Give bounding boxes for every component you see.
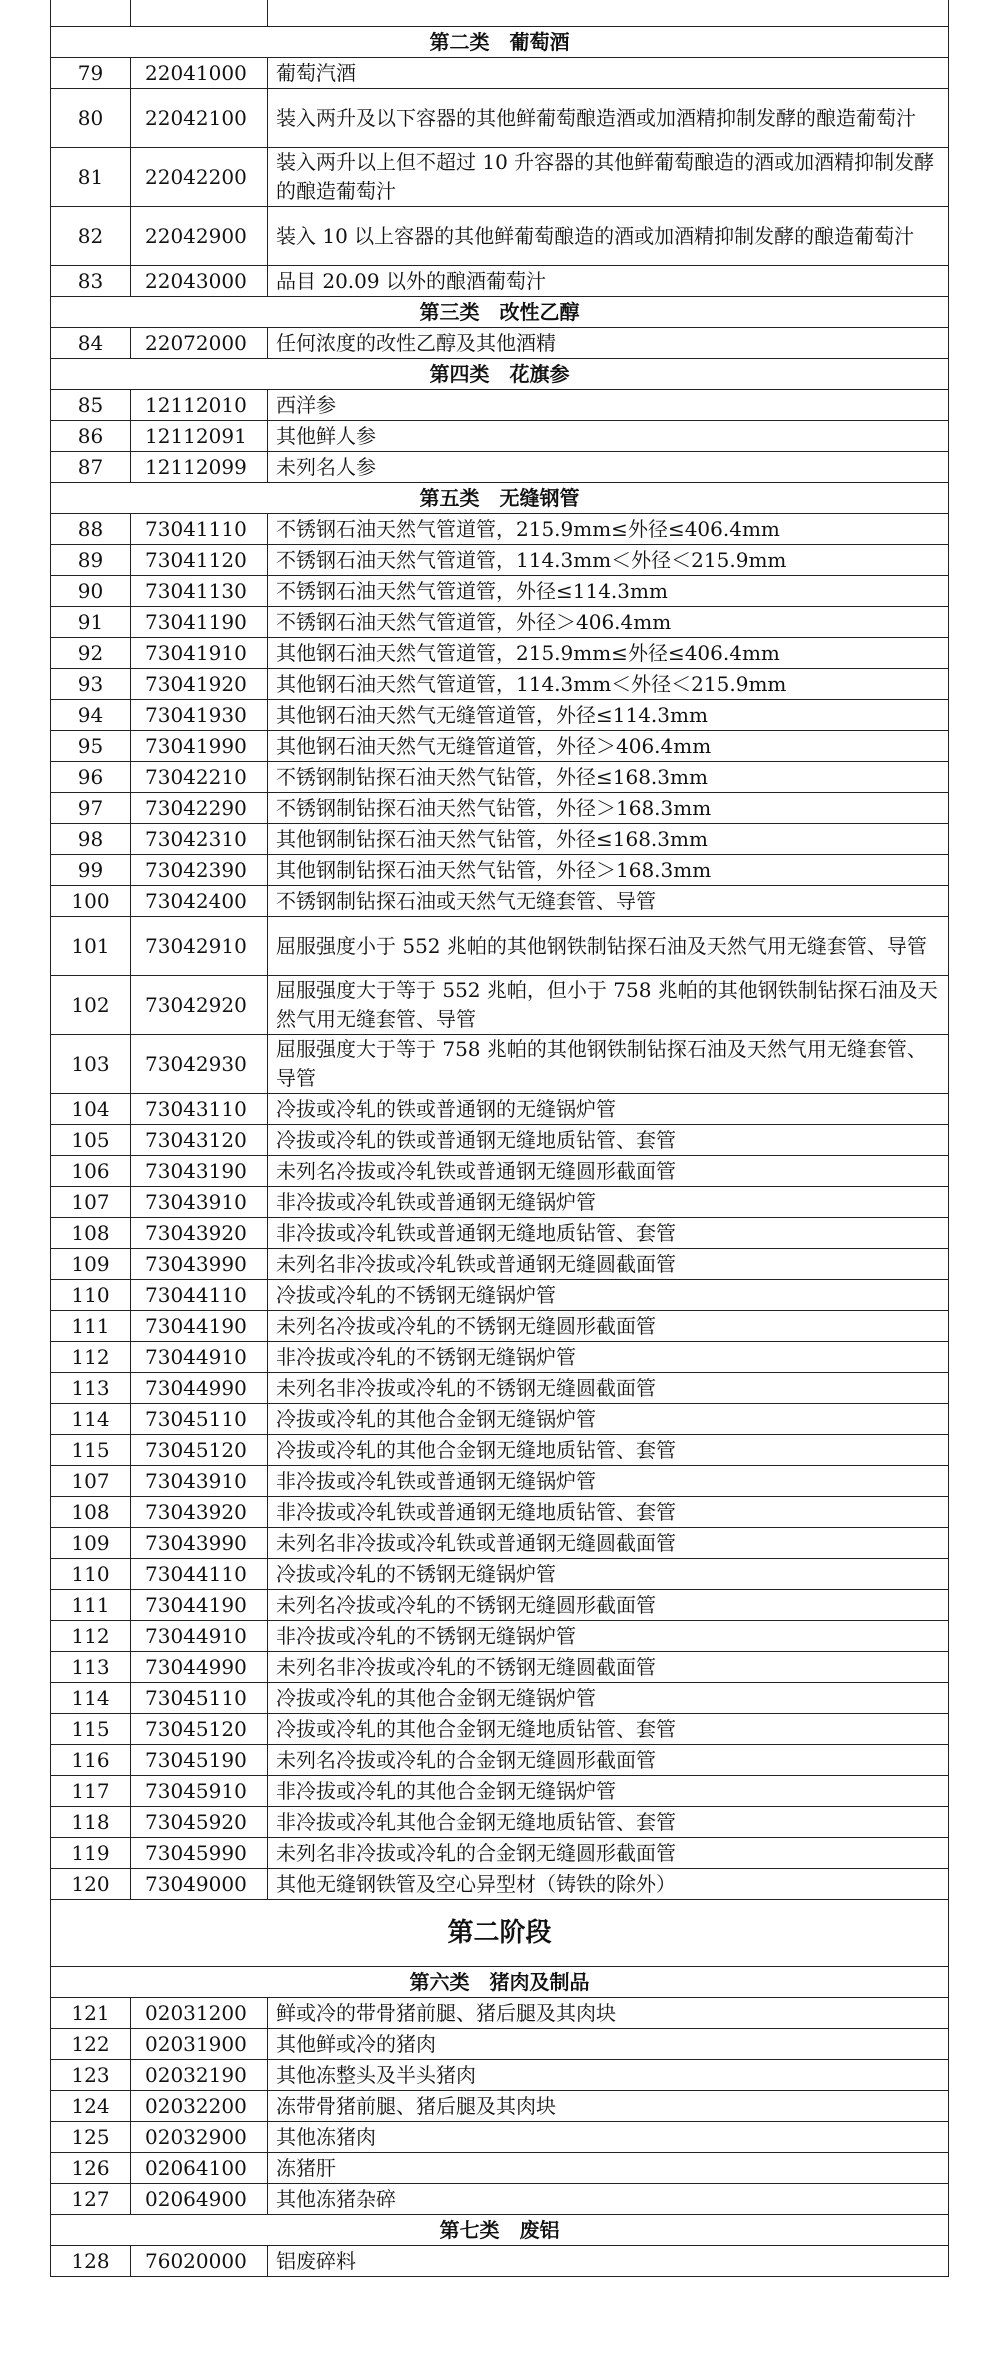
row-number: 110 xyxy=(51,1559,131,1590)
product-description: 未列名非冷拔或冷轧的不锈钢无缝圆截面管 xyxy=(268,1373,949,1404)
row-number: 125 xyxy=(51,2122,131,2153)
product-description: 铝废碎料 xyxy=(268,2246,949,2277)
table-row xyxy=(51,266,949,297)
row-number: 120 xyxy=(51,1869,131,1900)
table-row xyxy=(51,1466,949,1497)
table-row xyxy=(51,2153,949,2184)
row-number: 117 xyxy=(51,1776,131,1807)
table-row xyxy=(51,917,949,976)
product-description: 装入 10 以上容器的其他鲜葡萄酿造的酒或加酒精抑制发酵的酿造葡萄汁 xyxy=(268,207,949,266)
table-row xyxy=(51,89,949,148)
product-description: 冻猪肝 xyxy=(268,2153,949,2184)
table-row xyxy=(51,2246,949,2277)
tariff-table-sheet xyxy=(50,0,948,2277)
hs-code: 02032200 xyxy=(131,2091,268,2122)
stage-heading: 第二阶段 xyxy=(51,1900,949,1967)
hs-code: 22072000 xyxy=(131,328,268,359)
row-number: 92 xyxy=(51,638,131,669)
row-number: 118 xyxy=(51,1807,131,1838)
table-row xyxy=(51,1035,949,1094)
table-row xyxy=(51,2029,949,2060)
row-number: 104 xyxy=(51,1094,131,1125)
hs-code: 73043990 xyxy=(131,1528,268,1559)
row-number: 109 xyxy=(51,1528,131,1559)
table-row xyxy=(51,148,949,207)
hs-code: 22041000 xyxy=(131,58,268,89)
row-number: 86 xyxy=(51,421,131,452)
hs-code: 73045910 xyxy=(131,1776,268,1807)
table-row xyxy=(51,207,949,266)
table-row xyxy=(51,638,949,669)
table-row xyxy=(51,328,949,359)
table-row xyxy=(51,1621,949,1652)
hs-code: 73041910 xyxy=(131,638,268,669)
row-number: 123 xyxy=(51,2060,131,2091)
hs-code: 73043190 xyxy=(131,1156,268,1187)
tariff-table xyxy=(50,0,949,2277)
row-number: 80 xyxy=(51,89,131,148)
row-number: 89 xyxy=(51,545,131,576)
row-number: 126 xyxy=(51,2153,131,2184)
hs-code: 73043110 xyxy=(131,1094,268,1125)
row-number: 111 xyxy=(51,1311,131,1342)
row-number: 112 xyxy=(51,1342,131,1373)
row-number: 122 xyxy=(51,2029,131,2060)
table-row xyxy=(51,1156,949,1187)
row-number: 109 xyxy=(51,1249,131,1280)
product-description: 冷拔或冷轧的不锈钢无缝锅炉管 xyxy=(268,1280,949,1311)
row-number: 100 xyxy=(51,886,131,917)
product-description: 其他钢石油天然气无缝管道管，外径＞406.4mm xyxy=(268,731,949,762)
hs-code: 73041110 xyxy=(131,514,268,545)
row-number: 108 xyxy=(51,1218,131,1249)
table-row xyxy=(51,1249,949,1280)
row-number: 98 xyxy=(51,824,131,855)
hs-code: 22043000 xyxy=(131,266,268,297)
hs-code: 73044990 xyxy=(131,1652,268,1683)
hs-code: 73044110 xyxy=(131,1280,268,1311)
product-description: 不锈钢石油天然气管道管，215.9mm≤外径≤406.4mm xyxy=(268,514,949,545)
row-number: 111 xyxy=(51,1590,131,1621)
row-number: 119 xyxy=(51,1838,131,1869)
row-number: 107 xyxy=(51,1187,131,1218)
table-row xyxy=(51,576,949,607)
product-description: 其他鲜人参 xyxy=(268,421,949,452)
product-description: 非冷拔或冷轧其他合金钢无缝地质钻管、套管 xyxy=(268,1807,949,1838)
product-description: 鲜或冷的带骨猪前腿、猪后腿及其肉块 xyxy=(268,1998,949,2029)
tariff-table-body xyxy=(51,0,949,2277)
hs-code: 73042210 xyxy=(131,762,268,793)
product-description: 冷拔或冷轧的不锈钢无缝锅炉管 xyxy=(268,1559,949,1590)
hs-code: 02064900 xyxy=(131,2184,268,2215)
category-heading-row xyxy=(51,1967,949,1998)
product-description: 其他冻整头及半头猪肉 xyxy=(268,2060,949,2091)
hs-code: 76020000 xyxy=(131,2246,268,2277)
hs-code: 73041990 xyxy=(131,731,268,762)
product-description: 不锈钢石油天然气管道管，外径≤114.3mm xyxy=(268,576,949,607)
category-heading: 第二类 葡萄酒 xyxy=(51,27,949,58)
hs-code: 73043910 xyxy=(131,1466,268,1497)
hs-code: 73045990 xyxy=(131,1838,268,1869)
product-description: 其他钢石油天然气管道管，215.9mm≤外径≤406.4mm xyxy=(268,638,949,669)
row-number: 83 xyxy=(51,266,131,297)
hs-code: 73044990 xyxy=(131,1373,268,1404)
hs-code: 12112091 xyxy=(131,421,268,452)
product-description: 冷拔或冷轧的其他合金钢无缝地质钻管、套管 xyxy=(268,1435,949,1466)
hs-code: 73043920 xyxy=(131,1497,268,1528)
product-description: 不锈钢石油天然气管道管，114.3mm＜外径＜215.9mm xyxy=(268,545,949,576)
table-row xyxy=(51,1559,949,1590)
row-number: 101 xyxy=(51,917,131,976)
hs-code: 73043990 xyxy=(131,1249,268,1280)
category-heading-row xyxy=(51,27,949,58)
product-description: 屈服强度小于 552 兆帕的其他钢铁制钻探石油及天然气用无缝套管、导管 xyxy=(268,917,949,976)
hs-code: 73041130 xyxy=(131,576,268,607)
hs-code: 73042390 xyxy=(131,855,268,886)
hs-code: 73042290 xyxy=(131,793,268,824)
table-row xyxy=(51,2122,949,2153)
category-heading: 第七类 废铝 xyxy=(51,2215,949,2246)
product-description: 非冷拔或冷轧的不锈钢无缝锅炉管 xyxy=(268,1621,949,1652)
product-description: 未列名非冷拔或冷轧铁或普通钢无缝圆截面管 xyxy=(268,1528,949,1559)
row-number: 113 xyxy=(51,1373,131,1404)
table-row xyxy=(51,669,949,700)
category-heading-row xyxy=(51,297,949,328)
table-row xyxy=(51,607,949,638)
row-number: 107 xyxy=(51,1466,131,1497)
product-description: 未列名非冷拔或冷轧的合金钢无缝圆形截面管 xyxy=(268,1838,949,1869)
product-description: 其他钢制钻探石油天然气钻管，外径＞168.3mm xyxy=(268,855,949,886)
hs-code: 02031900 xyxy=(131,2029,268,2060)
table-row xyxy=(51,731,949,762)
row-number: 115 xyxy=(51,1714,131,1745)
product-description: 非冷拔或冷轧铁或普通钢无缝地质钻管、套管 xyxy=(268,1497,949,1528)
table-row xyxy=(51,2184,949,2215)
hs-code: 73049000 xyxy=(131,1869,268,1900)
category-heading: 第六类 猪肉及制品 xyxy=(51,1967,949,1998)
stage-heading-row xyxy=(51,1900,949,1967)
table-row xyxy=(51,1776,949,1807)
hs-code: 12112010 xyxy=(131,390,268,421)
hs-code: 02031200 xyxy=(131,1998,268,2029)
product-description: 非冷拔或冷轧的不锈钢无缝锅炉管 xyxy=(268,1342,949,1373)
product-description: 屈服强度大于等于 758 兆帕的其他钢铁制钻探石油及天然气用无缝套管、导管 xyxy=(268,1035,949,1094)
row-number: 121 xyxy=(51,1998,131,2029)
hs-code: 73043920 xyxy=(131,1218,268,1249)
table-row xyxy=(51,1528,949,1559)
table-row xyxy=(51,2091,949,2122)
product-description: 冷拔或冷轧的其他合金钢无缝锅炉管 xyxy=(268,1404,949,1435)
table-row xyxy=(51,390,949,421)
table-row xyxy=(51,1590,949,1621)
table-row xyxy=(51,1280,949,1311)
hs-code: 73042400 xyxy=(131,886,268,917)
product-description: 其他钢石油天然气无缝管道管，外径≤114.3mm xyxy=(268,700,949,731)
table-row xyxy=(51,793,949,824)
hs-code: 73044110 xyxy=(131,1559,268,1590)
row-number: 127 xyxy=(51,2184,131,2215)
row-number: 87 xyxy=(51,452,131,483)
row-number: 112 xyxy=(51,1621,131,1652)
row-number: 108 xyxy=(51,1497,131,1528)
row-number: 97 xyxy=(51,793,131,824)
row-number: 103 xyxy=(51,1035,131,1094)
hs-code: 73045110 xyxy=(131,1404,268,1435)
row-number: 105 xyxy=(51,1125,131,1156)
hs-code: 02064100 xyxy=(131,2153,268,2184)
table-row xyxy=(51,1218,949,1249)
hs-code: 73041930 xyxy=(131,700,268,731)
row-number: 81 xyxy=(51,148,131,207)
product-description: 其他鲜或冷的猪肉 xyxy=(268,2029,949,2060)
hs-code: 73044910 xyxy=(131,1342,268,1373)
product-description: 屈服强度大于等于 552 兆帕，但小于 758 兆帕的其他钢铁制钻探石油及天然气用无缝套管、导管 xyxy=(268,976,949,1035)
row-number: 99 xyxy=(51,855,131,886)
table-row xyxy=(51,1807,949,1838)
product-description: 冻带骨猪前腿、猪后腿及其肉块 xyxy=(268,2091,949,2122)
hs-code: 73044190 xyxy=(131,1311,268,1342)
category-heading: 第四类 花旗参 xyxy=(51,359,949,390)
table-row xyxy=(51,1435,949,1466)
row-number: 84 xyxy=(51,328,131,359)
product-description: 冷拔或冷轧的其他合金钢无缝锅炉管 xyxy=(268,1683,949,1714)
row-number: 102 xyxy=(51,976,131,1035)
hs-code: 73045110 xyxy=(131,1683,268,1714)
table-row xyxy=(51,1652,949,1683)
product-description: 其他钢石油天然气管道管，114.3mm＜外径＜215.9mm xyxy=(268,669,949,700)
row-number: 115 xyxy=(51,1435,131,1466)
product-description: 未列名冷拔或冷轧的合金钢无缝圆形截面管 xyxy=(268,1745,949,1776)
table-row xyxy=(51,1094,949,1125)
product-description: 装入两升以上但不超过 10 升容器的其他鲜葡萄酿造的酒或加酒精抑制发酵的酿造葡萄汁 xyxy=(268,148,949,207)
row-number: 88 xyxy=(51,514,131,545)
row-number: 91 xyxy=(51,607,131,638)
product-description: 不锈钢制钻探石油天然气钻管，外径＞168.3mm xyxy=(268,793,949,824)
row-number: 116 xyxy=(51,1745,131,1776)
table-row xyxy=(51,1404,949,1435)
product-description: 其他钢制钻探石油天然气钻管，外径≤168.3mm xyxy=(268,824,949,855)
table-row xyxy=(51,1373,949,1404)
table-row xyxy=(51,2060,949,2091)
row-number: 94 xyxy=(51,700,131,731)
product-description: 未列名冷拔或冷轧铁或普通钢无缝圆形截面管 xyxy=(268,1156,949,1187)
product-description: 冷拔或冷轧的其他合金钢无缝地质钻管、套管 xyxy=(268,1714,949,1745)
row-number: 128 xyxy=(51,2246,131,2277)
table-row xyxy=(51,545,949,576)
category-heading: 第三类 改性乙醇 xyxy=(51,297,949,328)
product-description: 未列名冷拔或冷轧的不锈钢无缝圆形截面管 xyxy=(268,1311,949,1342)
row-number: 114 xyxy=(51,1404,131,1435)
product-description: 未列名人参 xyxy=(268,452,949,483)
hs-code: 73044190 xyxy=(131,1590,268,1621)
hs-code: 73045920 xyxy=(131,1807,268,1838)
table-row xyxy=(51,1714,949,1745)
hs-code: 73041920 xyxy=(131,669,268,700)
row-number: 110 xyxy=(51,1280,131,1311)
category-heading-row xyxy=(51,359,949,390)
product-description: 非冷拔或冷轧铁或普通钢无缝地质钻管、套管 xyxy=(268,1218,949,1249)
hs-code: 73045120 xyxy=(131,1435,268,1466)
row-number: 106 xyxy=(51,1156,131,1187)
table-top-edge-row xyxy=(51,0,949,27)
hs-code: 22042900 xyxy=(131,207,268,266)
product-description: 未列名非冷拔或冷轧的不锈钢无缝圆截面管 xyxy=(268,1652,949,1683)
product-description: 西洋参 xyxy=(268,390,949,421)
table-row xyxy=(51,1187,949,1218)
product-description: 非冷拔或冷轧的其他合金钢无缝锅炉管 xyxy=(268,1776,949,1807)
row-number: 113 xyxy=(51,1652,131,1683)
product-description: 不锈钢石油天然气管道管，外径＞406.4mm xyxy=(268,607,949,638)
product-description: 非冷拔或冷轧铁或普通钢无缝锅炉管 xyxy=(268,1187,949,1218)
row-number: 79 xyxy=(51,58,131,89)
row-number: 95 xyxy=(51,731,131,762)
product-description: 不锈钢制钻探石油或天然气无缝套管、导管 xyxy=(268,886,949,917)
table-row xyxy=(51,1342,949,1373)
table-row xyxy=(51,1497,949,1528)
product-description: 不锈钢制钻探石油天然气钻管，外径≤168.3mm xyxy=(268,762,949,793)
table-row xyxy=(51,1125,949,1156)
table-row xyxy=(51,886,949,917)
product-description: 未列名非冷拔或冷轧铁或普通钢无缝圆截面管 xyxy=(268,1249,949,1280)
table-row xyxy=(51,976,949,1035)
row-number: 114 xyxy=(51,1683,131,1714)
hs-code: 73041120 xyxy=(131,545,268,576)
product-description: 装入两升及以下容器的其他鲜葡萄酿造酒或加酒精抑制发酵的酿造葡萄汁 xyxy=(268,89,949,148)
product-description: 未列名冷拔或冷轧的不锈钢无缝圆形截面管 xyxy=(268,1590,949,1621)
table-row xyxy=(51,58,949,89)
hs-code: 73043120 xyxy=(131,1125,268,1156)
table-row xyxy=(51,514,949,545)
hs-code: 73042930 xyxy=(131,1035,268,1094)
hs-code: 73045190 xyxy=(131,1745,268,1776)
hs-code: 73041190 xyxy=(131,607,268,638)
table-row xyxy=(51,1869,949,1900)
table-row xyxy=(51,452,949,483)
row-number: 85 xyxy=(51,390,131,421)
product-description: 品目 20.09 以外的酿酒葡萄汁 xyxy=(268,266,949,297)
category-heading: 第五类 无缝钢管 xyxy=(51,483,949,514)
hs-code: 12112099 xyxy=(131,452,268,483)
product-description: 冷拔或冷轧的铁或普通钢的无缝锅炉管 xyxy=(268,1094,949,1125)
hs-code: 73044910 xyxy=(131,1621,268,1652)
hs-code: 22042100 xyxy=(131,89,268,148)
product-description: 非冷拔或冷轧铁或普通钢无缝锅炉管 xyxy=(268,1466,949,1497)
table-row xyxy=(51,762,949,793)
hs-code: 73043910 xyxy=(131,1187,268,1218)
hs-code: 73042310 xyxy=(131,824,268,855)
table-row xyxy=(51,1683,949,1714)
hs-code: 73045120 xyxy=(131,1714,268,1745)
row-number: 90 xyxy=(51,576,131,607)
product-description: 其他冻猪肉 xyxy=(268,2122,949,2153)
table-row xyxy=(51,1311,949,1342)
table-row xyxy=(51,421,949,452)
category-heading-row xyxy=(51,2215,949,2246)
product-description: 任何浓度的改性乙醇及其他酒精 xyxy=(268,328,949,359)
product-description: 其他无缝钢铁管及空心异型材（铸铁的除外） xyxy=(268,1869,949,1900)
table-row xyxy=(51,1745,949,1776)
row-number: 96 xyxy=(51,762,131,793)
row-number: 124 xyxy=(51,2091,131,2122)
product-description: 冷拔或冷轧的铁或普通钢无缝地质钻管、套管 xyxy=(268,1125,949,1156)
product-description: 其他冻猪杂碎 xyxy=(268,2184,949,2215)
hs-code: 73042910 xyxy=(131,917,268,976)
table-row xyxy=(51,1838,949,1869)
category-heading-row xyxy=(51,483,949,514)
table-row xyxy=(51,700,949,731)
row-number: 82 xyxy=(51,207,131,266)
hs-code: 02032900 xyxy=(131,2122,268,2153)
row-number: 93 xyxy=(51,669,131,700)
hs-code: 73042920 xyxy=(131,976,268,1035)
table-row xyxy=(51,855,949,886)
hs-code: 02032190 xyxy=(131,2060,268,2091)
table-row xyxy=(51,1998,949,2029)
table-row xyxy=(51,824,949,855)
product-description: 葡萄汽酒 xyxy=(268,58,949,89)
hs-code: 22042200 xyxy=(131,148,268,207)
